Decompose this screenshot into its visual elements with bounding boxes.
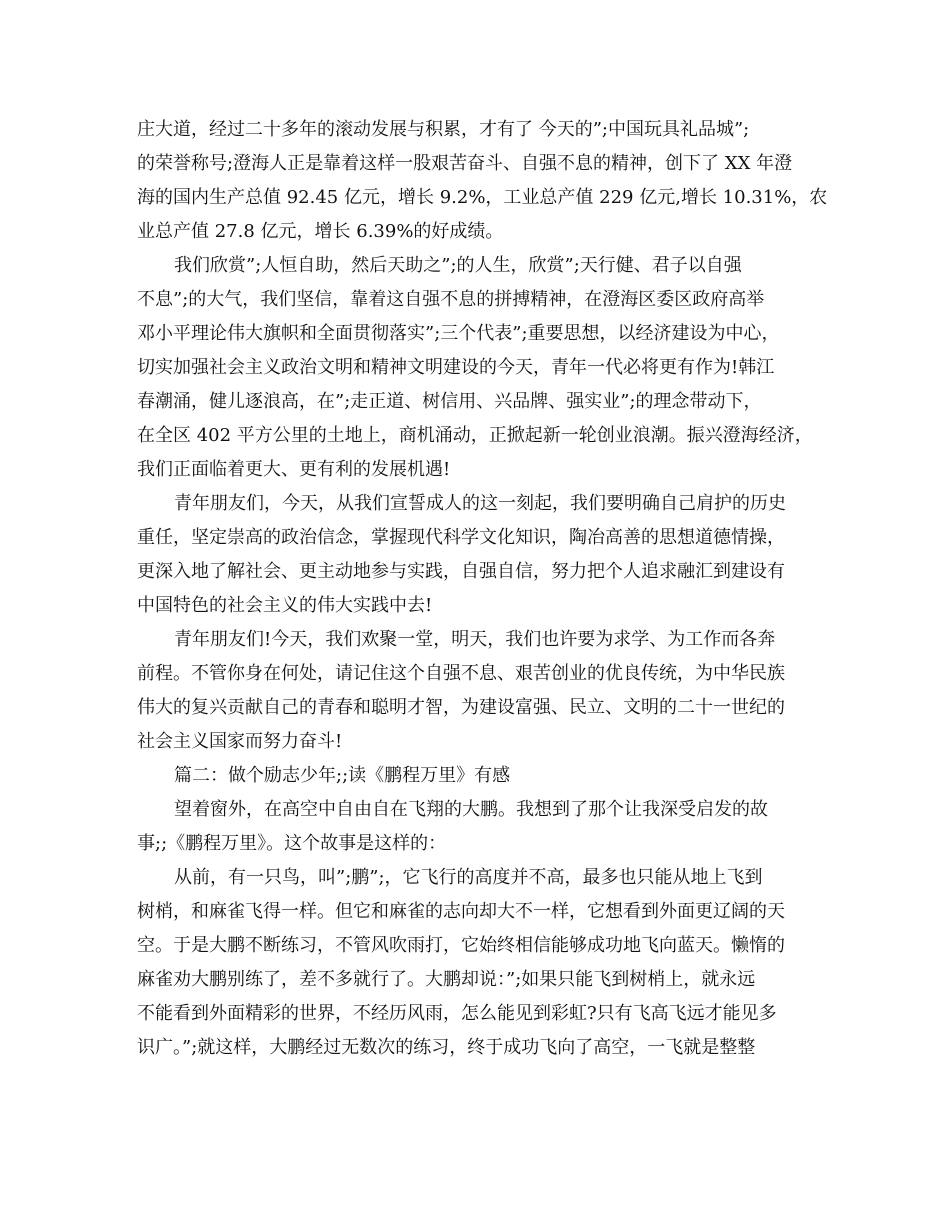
text-line: 业总产值 27.8 亿元，增长 6.39%的好成绩。 <box>137 221 504 242</box>
text-line: 从前，有一只鸟，叫”;鹏”;，它飞行的高度并不高，最多也只能从地上飞到 <box>174 867 763 888</box>
text-line: 篇二：做个励志少年;;读《鹏程万里》有感 <box>174 765 511 786</box>
text-line: 中国特色的社会主义的伟大实践中去! <box>137 595 433 616</box>
text-line: 麻雀劝大鹏别练了，差不多就行了。大鹏却说：”;如果只能飞到树梢上，就永远 <box>137 969 756 990</box>
text-line: 树梢，和麻雀飞得一样。但它和麻雀的志向却大不一样，它想看到外面更辽阔的天 <box>137 901 785 922</box>
text-line: 我们欣赏”;人恒自助，然后天助之”;的人生，欣赏”;天行健、君子以自强 <box>174 255 742 276</box>
text-line: 更深入地了解社会、更主动地参与实践，自强自信，努力把个人追求融汇到建设有 <box>137 561 785 582</box>
text-line: 切实加强社会主义政治文明和精神文明建设的今天，青年一代必将更有作为!韩江 <box>137 357 775 378</box>
text-line: 社会主义国家而努力奋斗! <box>137 731 343 752</box>
text-line: 望着窗外，在高空中自由自在飞翔的大鹏。我想到了那个让我深受启发的故 <box>174 799 768 820</box>
text-line: 青年朋友们!今天，我们欢聚一堂，明天，我们也许要为求学、为工作而各奔 <box>174 629 776 650</box>
text-line: 前程。不管你身在何处，请记住这个自强不息、艰苦创业的优良传统，为中华民族 <box>137 663 785 684</box>
text-line: 青年朋友们，今天，从我们宣誓成人的这一刻起，我们要明确自己肩护的历史 <box>174 493 786 514</box>
text-line: 识广。”;就这样，大鹏经过无数次的练习，终于成功飞向了高空，一飞就是整整 <box>137 1037 756 1058</box>
text-line: 海的国内生产总值 92.45 亿元，增长 9.2%，工业总产值 229 亿元,增长 10.31%，农 <box>137 187 828 208</box>
text-line: 我们正面临着更大、更有利的发展机遇! <box>137 459 451 480</box>
text-line: 重任，坚定崇高的政治信念，掌握现代科学文化知识，陶冶高善的思想道德情操， <box>137 527 785 548</box>
text-line: 不能看到外面精彩的世界，不经历风雨，怎么能见到彩虹?只有飞高飞远才能见多 <box>137 1003 777 1024</box>
text-line: 事;;《鹏程万里》。这个故事是这样的： <box>137 833 447 854</box>
document-body <box>137 113 827 1065</box>
text-line: 空。于是大鹏不断练习，不管风吹雨打，它始终相信能够成功地飞向蓝天。懒惰的 <box>137 935 785 956</box>
text-line: 邓小平理论伟大旗帜和全面贯彻落实”;三个代表”;重要思想，以经济建设为中心， <box>137 323 780 344</box>
text-line: 伟大的复兴贡献自己的青春和聪明才智，为建设富强、民立、文明的二十一世纪的 <box>137 697 785 718</box>
text-line: 庄大道，经过二十多年的滚动发展与积累，才有了 今天的”;中国玩具礼品城”; <box>137 119 750 140</box>
text-line: 春潮涌，健儿逐浪高，在”;走正道、树信用、兴品牌、强实业”;的理念带动下， <box>137 391 762 412</box>
text-line: 的荣誉称号;澄海人正是靠着这样一股艰苦奋斗、自强不息的精神，创下了 XX 年澄 <box>137 153 793 174</box>
text-line: 在全区 402 平方公里的土地上，商机涌动，正掀起新一轮创业浪潮。振兴澄海经济， <box>137 425 813 446</box>
text-line: 不息”;的大气，我们坚信，靠着这自强不息的拼搏精神，在澄海区委区政府高举 <box>137 289 765 310</box>
